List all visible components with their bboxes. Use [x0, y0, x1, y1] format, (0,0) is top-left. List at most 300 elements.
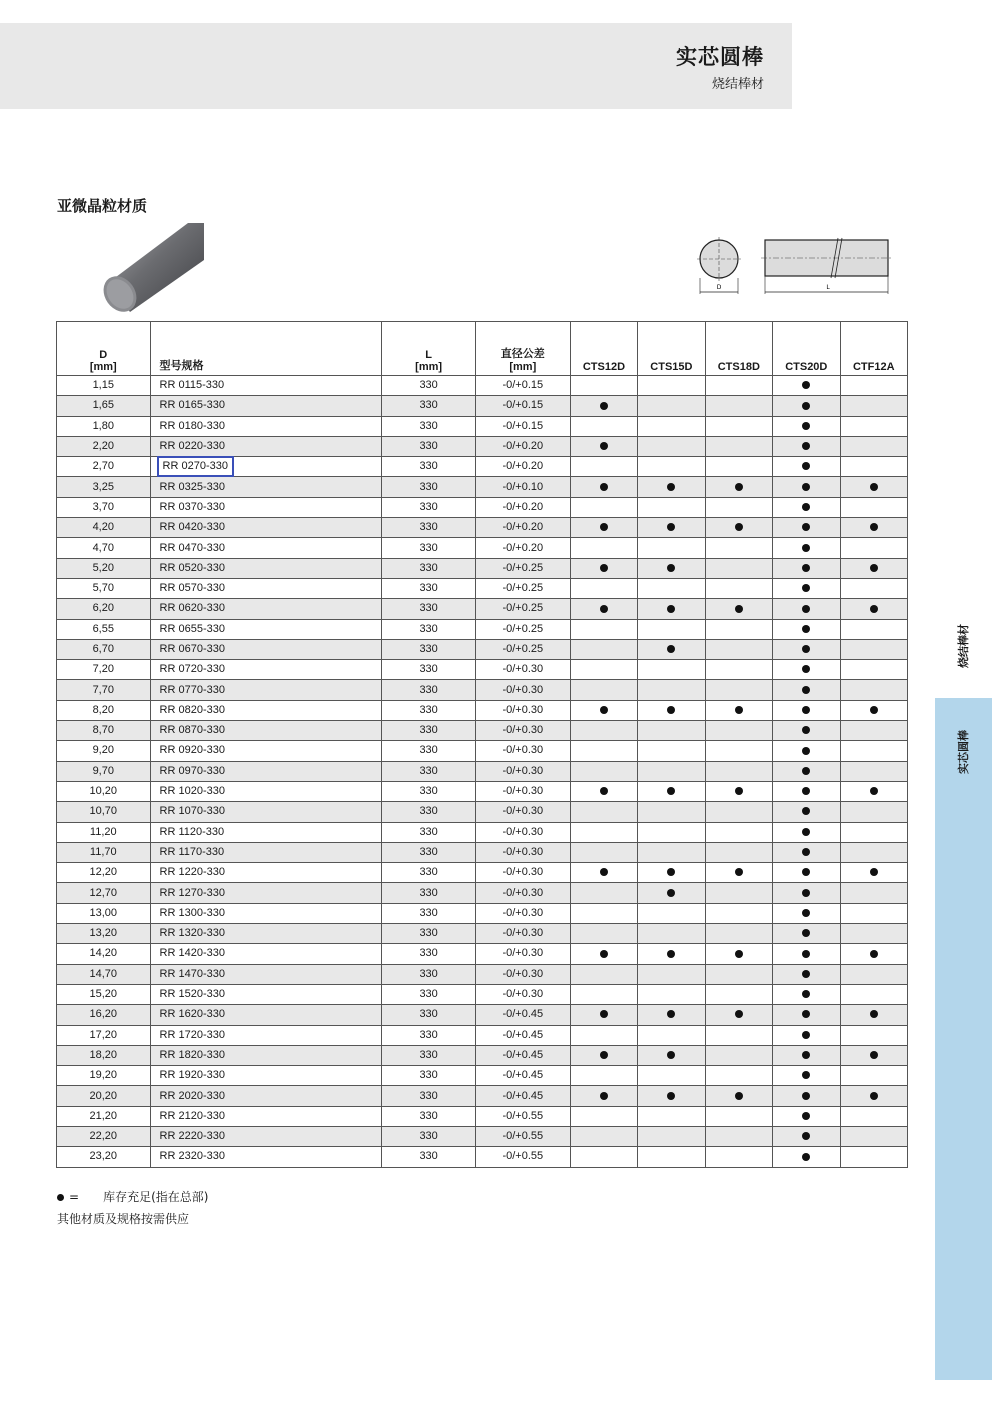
cell-length: 330 — [382, 700, 476, 720]
cell-grade-ctf12a — [840, 416, 907, 436]
cell-diameter: 9,70 — [57, 761, 151, 781]
cell-tolerance: -0/+0.30 — [475, 984, 570, 1004]
stock-dot-icon — [735, 706, 743, 714]
cell-tolerance: -0/+0.25 — [475, 558, 570, 578]
stock-dot-icon — [735, 787, 743, 795]
table-row — [57, 538, 908, 558]
cell-grade-ctf12a — [840, 599, 907, 619]
cell-grade-cts18d — [705, 700, 772, 720]
cell-grade-cts20d — [773, 944, 840, 964]
stock-dot-icon — [735, 950, 743, 958]
cell-type: RR 0720-330 — [150, 660, 382, 680]
table-body — [57, 376, 908, 1168]
cell-length: 330 — [382, 436, 476, 456]
cell-grade-cts20d — [773, 599, 840, 619]
table-row — [57, 781, 908, 801]
table-row — [57, 924, 908, 944]
cell-diameter: 14,70 — [57, 964, 151, 984]
cell-type: RR 0420-330 — [150, 518, 382, 538]
cell-grade-cts15d — [638, 984, 705, 1004]
cell-diameter: 4,20 — [57, 518, 151, 538]
cell-length: 330 — [382, 376, 476, 396]
stock-dot-icon — [802, 462, 810, 470]
cell-grade-cts20d — [773, 477, 840, 497]
stock-dot-icon — [667, 787, 675, 795]
cell-grade-cts18d — [705, 721, 772, 741]
stock-dot-icon — [802, 665, 810, 673]
cell-grade-cts20d — [773, 863, 840, 883]
stock-dot-icon — [802, 686, 810, 694]
stock-dot-icon — [667, 950, 675, 958]
cell-grade-cts18d — [705, 1086, 772, 1106]
diameter-label: D — [716, 284, 722, 291]
stock-dot-icon — [802, 747, 810, 755]
cell-type: RR 1070-330 — [150, 802, 382, 822]
table-row — [57, 1066, 908, 1086]
stock-dot-icon — [802, 544, 810, 552]
cell-grade-cts18d — [705, 660, 772, 680]
cell-length: 330 — [382, 1106, 476, 1126]
table-row — [57, 984, 908, 1004]
cell-length: 330 — [382, 964, 476, 984]
cell-grade-cts15d — [638, 436, 705, 456]
cell-type: RR 1620-330 — [150, 1005, 382, 1025]
cell-tolerance: -0/+0.20 — [475, 457, 570, 477]
cell-grade-cts15d — [638, 457, 705, 477]
cell-length: 330 — [382, 396, 476, 416]
cell-diameter: 1,80 — [57, 416, 151, 436]
cell-grade-cts12d — [570, 1086, 637, 1106]
cell-diameter: 12,70 — [57, 883, 151, 903]
cell-diameter: 16,20 — [57, 1005, 151, 1025]
cell-grade-cts15d — [638, 883, 705, 903]
cell-grade-cts15d — [638, 1086, 705, 1106]
cell-grade-cts18d — [705, 944, 772, 964]
cell-grade-cts18d — [705, 619, 772, 639]
cell-length: 330 — [382, 518, 476, 538]
cell-grade-cts12d — [570, 741, 637, 761]
stock-dot-icon — [735, 483, 743, 491]
cell-diameter: 7,70 — [57, 680, 151, 700]
cell-grade-cts12d — [570, 416, 637, 436]
table-row — [57, 457, 908, 477]
table-row — [57, 416, 908, 436]
stock-dot-icon — [735, 868, 743, 876]
cell-grade-cts20d — [773, 639, 840, 659]
cell-type: RR 0570-330 — [150, 578, 382, 598]
table-row — [57, 396, 908, 416]
cell-length: 330 — [382, 599, 476, 619]
cell-grade-cts20d — [773, 619, 840, 639]
cell-grade-ctf12a — [840, 680, 907, 700]
cell-grade-cts15d — [638, 416, 705, 436]
col-d-label: D — [99, 349, 108, 361]
dimension-drawing — [695, 232, 895, 298]
table-row — [57, 964, 908, 984]
cell-grade-cts15d — [638, 680, 705, 700]
cell-grade-cts12d — [570, 599, 637, 619]
cell-grade-ctf12a — [840, 863, 907, 883]
cell-grade-cts18d — [705, 578, 772, 598]
stock-dot-icon — [600, 564, 608, 572]
cell-grade-cts20d — [773, 1147, 840, 1167]
cell-length: 330 — [382, 477, 476, 497]
cell-diameter: 11,70 — [57, 842, 151, 862]
cell-diameter: 6,20 — [57, 599, 151, 619]
cell-grade-cts12d — [570, 944, 637, 964]
cell-grade-cts18d — [705, 741, 772, 761]
cell-tolerance: -0/+0.15 — [475, 376, 570, 396]
cell-length: 330 — [382, 1005, 476, 1025]
cell-grade-cts15d — [638, 781, 705, 801]
stock-dot-icon — [667, 605, 675, 613]
stock-dot-icon — [870, 787, 878, 795]
cell-length: 330 — [382, 416, 476, 436]
table-row — [57, 883, 908, 903]
cell-length: 330 — [382, 761, 476, 781]
cell-tolerance: -0/+0.25 — [475, 619, 570, 639]
cell-type: RR 0670-330 — [150, 639, 382, 659]
stock-dot-icon — [600, 1010, 608, 1018]
cell-length: 330 — [382, 558, 476, 578]
cell-type: RR 2320-330 — [150, 1147, 382, 1167]
cell-diameter: 10,70 — [57, 802, 151, 822]
table-row — [57, 619, 908, 639]
cell-grade-cts12d — [570, 558, 637, 578]
cell-grade-cts18d — [705, 396, 772, 416]
cell-type: RR 0165-330 — [150, 396, 382, 416]
stock-dot-icon — [870, 523, 878, 531]
cell-grade-cts18d — [705, 1106, 772, 1126]
cell-length: 330 — [382, 883, 476, 903]
cell-grade-cts12d — [570, 436, 637, 456]
stock-dot-icon — [802, 767, 810, 775]
table-row — [57, 1126, 908, 1146]
cell-grade-cts18d — [705, 457, 772, 477]
stock-dot-icon — [600, 950, 608, 958]
stock-dot-icon — [802, 726, 810, 734]
col-header-tolerance — [475, 322, 570, 376]
stock-dot-icon — [870, 706, 878, 714]
stock-dot-icon — [870, 1092, 878, 1100]
cell-grade-cts18d — [705, 1025, 772, 1045]
stock-dot-icon — [667, 1010, 675, 1018]
table-row — [57, 822, 908, 842]
cell-length: 330 — [382, 578, 476, 598]
stock-dot-icon — [870, 1010, 878, 1018]
cell-grade-cts20d — [773, 680, 840, 700]
cell-grade-cts20d — [773, 1025, 840, 1045]
cell-grade-cts20d — [773, 903, 840, 923]
cell-grade-cts18d — [705, 1005, 772, 1025]
cell-type: RR 1820-330 — [150, 1045, 382, 1065]
cell-grade-cts20d — [773, 842, 840, 862]
cell-grade-cts20d — [773, 700, 840, 720]
cell-length: 330 — [382, 781, 476, 801]
cell-grade-cts20d — [773, 741, 840, 761]
cell-grade-cts15d — [638, 842, 705, 862]
cell-grade-cts15d — [638, 477, 705, 497]
cell-grade-cts12d — [570, 842, 637, 862]
table-row — [57, 599, 908, 619]
cell-grade-cts15d — [638, 538, 705, 558]
stock-dot-icon — [802, 909, 810, 917]
table-row — [57, 1086, 908, 1106]
stock-dot-icon — [802, 422, 810, 430]
cell-type: RR 1120-330 — [150, 822, 382, 842]
cell-tolerance: -0/+0.30 — [475, 842, 570, 862]
cell-grade-cts20d — [773, 822, 840, 842]
col-header-grade: CTS18D — [705, 322, 772, 376]
cell-tolerance: -0/+0.30 — [475, 761, 570, 781]
cell-tolerance: -0/+0.55 — [475, 1106, 570, 1126]
cell-diameter: 7,20 — [57, 660, 151, 680]
cell-grade-cts18d — [705, 883, 772, 903]
cell-type: RR 0520-330 — [150, 558, 382, 578]
table-row — [57, 1147, 908, 1167]
stock-dot-icon — [802, 929, 810, 937]
cell-grade-cts15d — [638, 924, 705, 944]
cell-tolerance: -0/+0.10 — [475, 477, 570, 497]
cell-type — [150, 457, 382, 477]
cell-grade-cts12d — [570, 924, 637, 944]
cell-length: 330 — [382, 619, 476, 639]
cell-diameter: 8,20 — [57, 700, 151, 720]
cell-tolerance: -0/+0.30 — [475, 822, 570, 842]
cell-grade-cts12d — [570, 376, 637, 396]
table-row — [57, 863, 908, 883]
stock-dot-icon — [802, 503, 810, 511]
cell-type: RR 0770-330 — [150, 680, 382, 700]
stock-dot-icon — [600, 868, 608, 876]
cell-grade-cts15d — [638, 639, 705, 659]
cell-type: RR 0470-330 — [150, 538, 382, 558]
cell-grade-ctf12a — [840, 578, 907, 598]
cell-grade-cts18d — [705, 802, 772, 822]
cell-grade-cts20d — [773, 558, 840, 578]
highlighted-type: RR 0270-330 — [160, 459, 231, 474]
cell-length: 330 — [382, 680, 476, 700]
length-label: L — [826, 284, 830, 291]
cell-tolerance: -0/+0.25 — [475, 639, 570, 659]
table-row — [57, 944, 908, 964]
cell-grade-ctf12a — [840, 1005, 907, 1025]
stock-dot-icon — [667, 483, 675, 491]
stock-dot-icon — [870, 868, 878, 876]
cell-diameter: 20,20 — [57, 1086, 151, 1106]
stock-dot-icon — [802, 970, 810, 978]
cell-grade-cts15d — [638, 660, 705, 680]
cell-grade-cts12d — [570, 639, 637, 659]
cell-diameter: 12,20 — [57, 863, 151, 883]
cell-grade-cts12d — [570, 660, 637, 680]
cell-length: 330 — [382, 721, 476, 741]
stock-dot-icon — [667, 564, 675, 572]
cell-grade-cts15d — [638, 1106, 705, 1126]
stock-dot-icon — [802, 1112, 810, 1120]
cell-grade-cts12d — [570, 802, 637, 822]
cell-diameter: 3,70 — [57, 497, 151, 517]
cell-type: RR 0920-330 — [150, 741, 382, 761]
cell-grade-cts12d — [570, 477, 637, 497]
cell-grade-cts12d — [570, 1005, 637, 1025]
cell-grade-cts15d — [638, 1005, 705, 1025]
table-row — [57, 578, 908, 598]
cell-grade-cts20d — [773, 376, 840, 396]
cell-tolerance: -0/+0.55 — [475, 1147, 570, 1167]
cell-tolerance: -0/+0.30 — [475, 700, 570, 720]
table-row — [57, 497, 908, 517]
stock-dot-icon — [802, 787, 810, 795]
cell-grade-cts18d — [705, 1045, 772, 1065]
cell-grade-ctf12a — [840, 1126, 907, 1146]
stock-dot-icon — [802, 807, 810, 815]
cell-grade-cts15d — [638, 1126, 705, 1146]
cell-grade-cts20d — [773, 396, 840, 416]
cell-type: RR 2220-330 — [150, 1126, 382, 1146]
cell-diameter: 19,20 — [57, 1066, 151, 1086]
col-l-unit: [mm] — [415, 361, 443, 373]
cell-length: 330 — [382, 802, 476, 822]
cell-grade-cts12d — [570, 1025, 637, 1045]
cell-grade-ctf12a — [840, 781, 907, 801]
table-row — [57, 802, 908, 822]
cell-grade-cts20d — [773, 1045, 840, 1065]
cell-grade-cts20d — [773, 436, 840, 456]
stock-dot-icon — [735, 1010, 743, 1018]
side-tab-bottom-label: 实芯圆棒 — [957, 730, 970, 774]
cell-grade-cts18d — [705, 822, 772, 842]
cell-type: RR 1020-330 — [150, 781, 382, 801]
cell-type: RR 1520-330 — [150, 984, 382, 1004]
stock-dot-icon — [802, 828, 810, 836]
cell-tolerance: -0/+0.45 — [475, 1066, 570, 1086]
cell-grade-cts15d — [638, 822, 705, 842]
cell-grade-cts18d — [705, 781, 772, 801]
cell-grade-cts12d — [570, 1126, 637, 1146]
cell-grade-cts15d — [638, 1025, 705, 1045]
legend-text: 库存充足(指在总部) — [103, 1190, 209, 1204]
cell-grade-cts12d — [570, 619, 637, 639]
cell-grade-cts18d — [705, 1066, 772, 1086]
cell-length: 330 — [382, 1066, 476, 1086]
cell-grade-cts18d — [705, 1126, 772, 1146]
stock-dot-icon — [802, 1092, 810, 1100]
cell-grade-cts15d — [638, 863, 705, 883]
cell-length: 330 — [382, 660, 476, 680]
stock-dot-icon — [802, 950, 810, 958]
stock-dot-icon — [667, 523, 675, 531]
table-row — [57, 376, 908, 396]
stock-dot-icon — [667, 645, 675, 653]
cell-tolerance: -0/+0.30 — [475, 903, 570, 923]
cell-length: 330 — [382, 924, 476, 944]
cell-grade-cts20d — [773, 1005, 840, 1025]
side-tab-sintered-rods[interactable] — [935, 600, 992, 698]
cell-grade-ctf12a — [840, 822, 907, 842]
cell-grade-ctf12a — [840, 538, 907, 558]
cell-grade-ctf12a — [840, 518, 907, 538]
col-d-unit: [mm] — [89, 361, 117, 373]
table-row — [57, 761, 908, 781]
cell-grade-cts18d — [705, 376, 772, 396]
table-row — [57, 477, 908, 497]
cell-diameter: 1,15 — [57, 376, 151, 396]
stock-dot-icon — [735, 605, 743, 613]
cell-tolerance: -0/+0.45 — [475, 1045, 570, 1065]
stock-dot-icon — [57, 1194, 64, 1201]
rod-image — [100, 220, 210, 315]
stock-dot-icon — [870, 564, 878, 572]
cell-grade-ctf12a — [840, 457, 907, 477]
side-tab-solid-rods[interactable] — [935, 698, 992, 1380]
cell-grade-cts12d — [570, 721, 637, 741]
stock-dot-icon — [600, 523, 608, 531]
cell-type: RR 0325-330 — [150, 477, 382, 497]
stock-dot-icon — [870, 483, 878, 491]
cell-type: RR 0620-330 — [150, 599, 382, 619]
cell-grade-cts18d — [705, 518, 772, 538]
col-type-label: 型号规格 — [159, 360, 204, 372]
cell-grade-cts18d — [705, 903, 772, 923]
cell-length: 330 — [382, 1086, 476, 1106]
cell-diameter: 17,20 — [57, 1025, 151, 1045]
cell-grade-cts12d — [570, 1066, 637, 1086]
stock-dot-icon — [667, 1092, 675, 1100]
cell-grade-ctf12a — [840, 376, 907, 396]
cell-grade-cts20d — [773, 538, 840, 558]
cell-type: RR 2120-330 — [150, 1106, 382, 1126]
stock-dot-icon — [600, 787, 608, 795]
cell-grade-cts18d — [705, 599, 772, 619]
cell-grade-cts12d — [570, 457, 637, 477]
cell-grade-ctf12a — [840, 802, 907, 822]
cell-grade-cts12d — [570, 781, 637, 801]
cell-grade-cts15d — [638, 497, 705, 517]
cell-tolerance: -0/+0.15 — [475, 396, 570, 416]
stock-dot-icon — [600, 402, 608, 410]
stock-dot-icon — [802, 848, 810, 856]
stock-dot-icon — [667, 1051, 675, 1059]
cell-grade-ctf12a — [840, 721, 907, 741]
cell-grade-cts20d — [773, 518, 840, 538]
col-header-grade: CTS15D — [638, 322, 705, 376]
cell-grade-ctf12a — [840, 619, 907, 639]
cell-grade-cts18d — [705, 436, 772, 456]
col-header-grade: CTS12D — [570, 322, 637, 376]
cell-type: RR 0220-330 — [150, 436, 382, 456]
cell-grade-ctf12a — [840, 741, 907, 761]
cell-grade-cts20d — [773, 497, 840, 517]
cell-grade-cts15d — [638, 802, 705, 822]
cell-grade-ctf12a — [840, 477, 907, 497]
stock-dot-icon — [802, 483, 810, 491]
cell-grade-cts15d — [638, 518, 705, 538]
cell-grade-cts18d — [705, 680, 772, 700]
cell-grade-cts20d — [773, 660, 840, 680]
cell-grade-cts12d — [570, 822, 637, 842]
cell-grade-cts18d — [705, 863, 772, 883]
stock-dot-icon — [802, 1051, 810, 1059]
cell-grade-ctf12a — [840, 924, 907, 944]
cell-grade-ctf12a — [840, 1066, 907, 1086]
cell-type: RR 0115-330 — [150, 376, 382, 396]
col-header-type — [150, 322, 382, 376]
cell-grade-cts18d — [705, 558, 772, 578]
cell-grade-cts15d — [638, 741, 705, 761]
stock-dot-icon — [600, 605, 608, 613]
cell-grade-cts12d — [570, 538, 637, 558]
